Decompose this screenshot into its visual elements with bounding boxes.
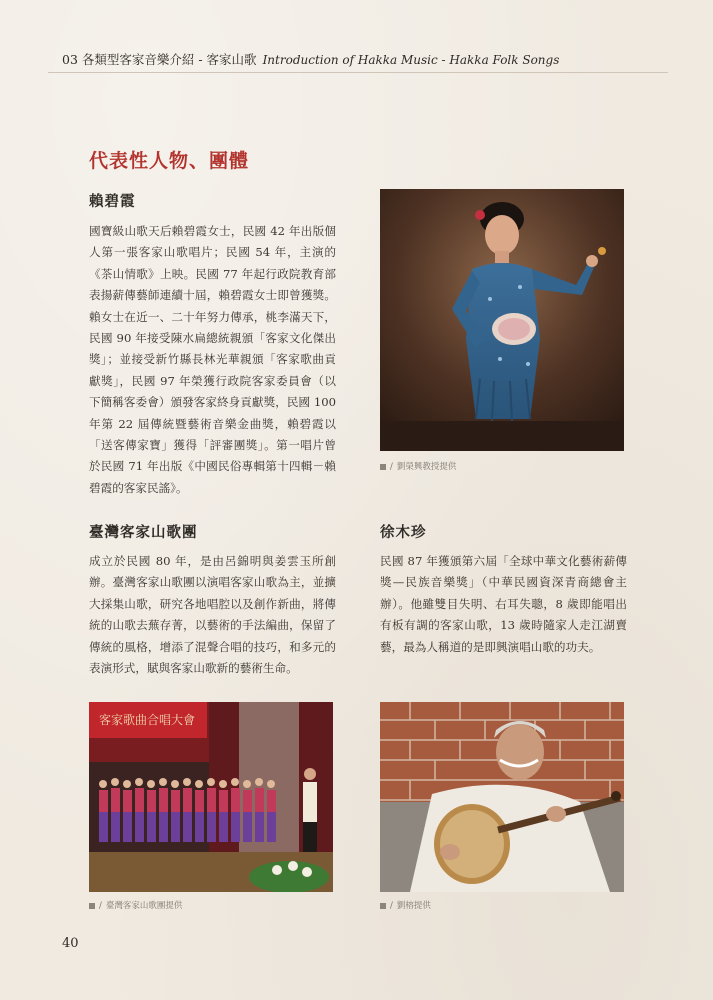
hsu-name: 徐木珍 (380, 524, 427, 541)
section-title: 代表性人物、團體 (89, 150, 250, 172)
caption-square-icon (380, 464, 386, 470)
caption-slash: / (99, 901, 102, 911)
header-rule (48, 72, 668, 73)
troupe-caption (89, 899, 182, 911)
page-number: 40 (62, 936, 79, 951)
troupe-caption-text: 臺灣客家山歌團提供 (105, 901, 183, 911)
caption-square-icon (380, 903, 386, 909)
hsu-caption (380, 899, 431, 911)
header-zh: 03 各類型客家音樂介紹 - 客家山歌 (62, 52, 257, 67)
hsu-photo (380, 702, 624, 892)
running-header (62, 50, 662, 68)
choir-photo (89, 702, 333, 892)
choir-banner: 客家歌曲合唱大會 (98, 713, 196, 727)
lai-text: 國寶級山歌天后賴碧霞女士，民國 42 年出版個人第一張客家山歌唱片；民國 54 年，主演的《茶山情歌》上映。民國 77 年起行政院教育部表揚薪傳藝師連續十屆，賴碧霞女士即曾獲獎。賴女士在近一、二十年努力傳承，桃李滿天下，民國 90 年接受陳水扁總統親頒「客家文化傑出獎」；並接受新竹縣長林光華親頒「客家歌曲貢獻獎」，民國 97 年榮獲行政院客家委員會（以下簡稱客委會）頒發客家終身貢獻獎，民國 100 年第 22 屆傳統暨藝術音樂金曲獎，賴碧霞以「送客傳家寶」獲得「評審團獎」。第一唱片曾於民國 71 年出版《中國民俗專輯第十四輯－賴碧霞的客家民謠》。 (89, 224, 336, 495)
caption-slash: / (390, 901, 393, 911)
hsu-text: 民國 87 年獲頒第六屆「全球中華文化藝術薪傳獎—民族音樂獎」（中華民國資深青商總會主辦）。他雖雙目失明、右耳失聰，8 歲即能唱出有板有調的客家山歌，13 歲時隨家人走江湖賣藝，最為人稱道的是即興演唱山歌的功夫。 (380, 554, 627, 654)
troupe-name: 臺灣客家山歌團 (89, 524, 198, 541)
lai-name: 賴碧霞 (89, 193, 136, 210)
lai-caption (380, 460, 456, 472)
header-en: Introduction of Hakka Music - Hakka Folk Songs (262, 53, 560, 67)
troupe-text: 成立於民國 80 年，是由呂錦明與姜雲玉所創辦。臺灣客家山歌團以演唱客家山歌為主，並擴大採集山歌，研究各地唱腔以及創作新曲，將傳統的山歌去蕪存菁，以藝術的手法編曲，保留了傳統的風格，增添了混聲合唱的技巧，和多元的表演形式，賦與客家山歌新的藝術生命。 (89, 554, 336, 676)
lai-caption-text: 劉榮興教授提供 (396, 462, 457, 472)
lai-photo (380, 189, 624, 451)
hsu-caption-text: 劉榕提供 (396, 901, 431, 911)
caption-square-icon (89, 903, 95, 909)
caption-slash: / (390, 462, 393, 472)
